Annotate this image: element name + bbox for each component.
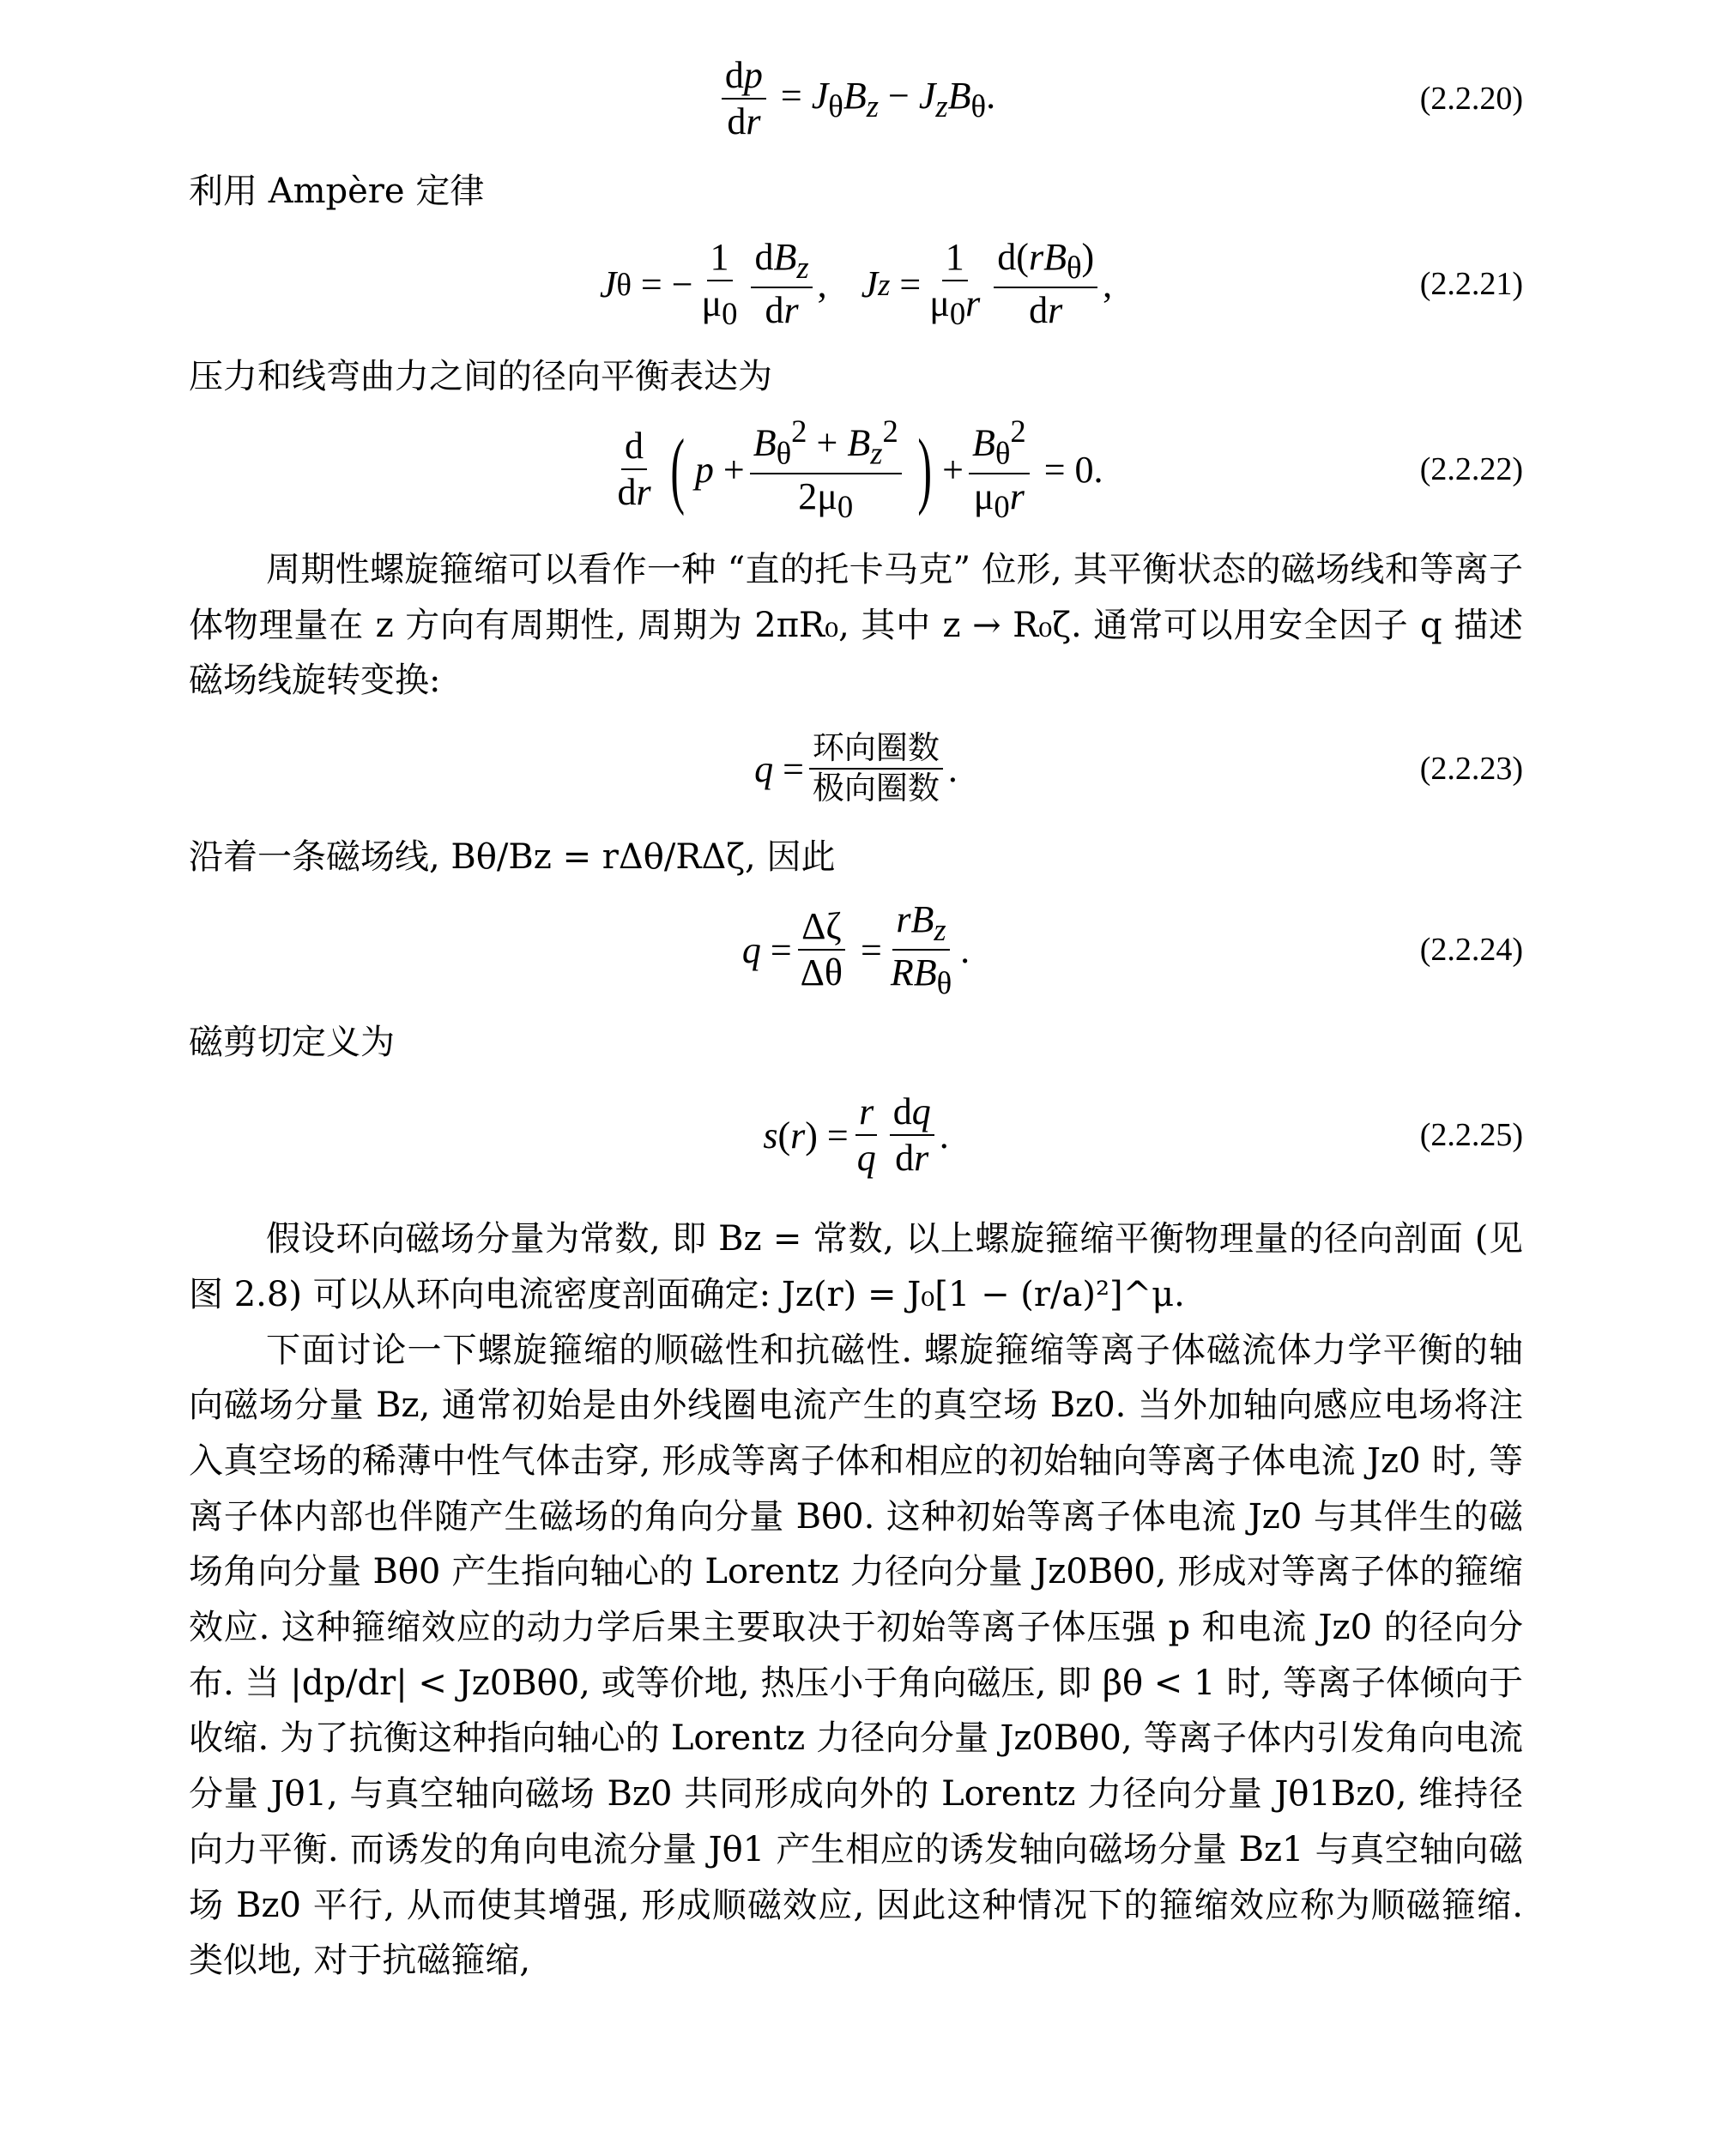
paragraph: 下面讨论一下螺旋箍缩的顺磁性和抗磁性. 螺旋箍缩等离子体磁流体力学平衡的轴向磁场分量 Bz, 通常初始是由外线圈电流产生的真空场 Bz0. 当外加轴向感应电场将注入真空场的稀薄中性气体击穿, 形成等离子体和相应的初始轴向等离子体电流 Jz0 时, 等离子体内部也伴随产生磁场的角向分量 Bθ0. 这种初始等离子体电流 Jz0 与其伴生的磁场角向分量 Bθ0 产生指向轴心的 Lorentz 力径向分量 Jz0Bθ0, 形成对等离子体的箍缩效应. 这种箍缩效应的动力学后果主要取决于初始等离子体压强 p 和电流 Jz0 的径向分布. 当 |dp/dr| < Jz0Bθ0, 或等价地, 热压小于角向磁压, 即 βθ < 1 时, 等离子体倾向于收缩. 为了抗衡这种指向轴心的 Lorentz 力径向分量 Jz0Bθ0, 等离子体内引发角向电流分量 Jθ1, 与真空轴向磁场 Bz0 共同形成向外的 Lorentz 力径向分量 Jθ1Bz0, 维持径向力平衡. 而诱发的角向电流分量 Jθ1 产生相应的诱发轴向磁场分量 Bz1 与真空轴向磁场 Bz0 平行, 从而使其增强, 形成顺磁效应, 因此这种情况下的箍缩效应称为顺磁箍缩. 类似地, 对于抗磁箍缩, [189, 1330, 1523, 1981]
equation-number: (2.2.25) [1419, 1117, 1523, 1154]
fraction: $\frac{dp}{dr}$ [722, 55, 766, 143]
equation-2-2-20: $\frac{dp}{dr}$ = $J_\theta B_z - J_zB_\theta$. (2.2.20) [189, 34, 1523, 163]
equation-number: (2.2.22) [1419, 451, 1523, 487]
text-line: 磁剪切定义为 [189, 1023, 395, 1063]
equation-number: (2.2.24) [1419, 932, 1523, 969]
paragraph: 假设环向磁场分量为常数, 即 Bz = 常数, 以上螺旋箍缩平衡物理量的径向剖面 (见图 2.8) 可以从环向电流密度剖面确定: Jz(r) = J₀[1 − (r/a)²]^μ. [189, 1219, 1523, 1314]
equation-2-2-22: $\frac{d}{dr}$ ( p + $\frac{B_\theta^2 + B_z^2}{2\mu_0}$ ) + $\frac{B_\theta^2}{\mu_0r}$ = 0. (2.2.22) [617, 414, 1523, 524]
text-line: 沿着一条磁场线, Bθ/Bz = rΔθ/RΔζ, 因此 [189, 837, 836, 878]
equation-2-2-25: s ( r ) = $\frac{r}{q}$ $\frac{dq}{dr}$ . (2.2.25) [763, 1090, 1523, 1180]
equation-number: (2.2.23) [1419, 751, 1523, 788]
equation-2-2-24: q = $\frac{\Delta\zeta}{\Delta\theta}$ = $\frac{rB_z}{RB_\theta}$ . (2.2.24) [741, 897, 1523, 1000]
equation-2-2-23: q = $\frac{\text{环向圈数}}{\text{极向圈数}}$ . (2.2.23) [754, 729, 1523, 807]
text-line: 利用 Ampère 定律 [189, 172, 485, 211]
page [189, 34, 1523, 1989]
equation-number: (2.2.21) [1419, 266, 1523, 302]
equation-number: (2.2.20) [1419, 81, 1523, 117]
paragraph: 周期性螺旋箍缩可以看作一种 “直的托卡马克” 位形, 其平衡状态的磁场线和等离子体物理量在 z 方向有周期性, 周期为 2πR₀, 其中 z → R₀ζ. 通常可以用安全因子 q 描述磁场线旋转变换: [189, 550, 1523, 701]
text-line: 压力和线弯曲力之间的径向平衡表达为 [189, 357, 772, 396]
equation-2-2-21: J θ = − $\frac{1}{\mu_0}$ $\frac{dB_z}{dr}$ , J z = $\frac{1}{\mu_0r}$ $\frac{d(rB_\theta)}{dr}$ , (2.2.21) [599, 235, 1523, 331]
